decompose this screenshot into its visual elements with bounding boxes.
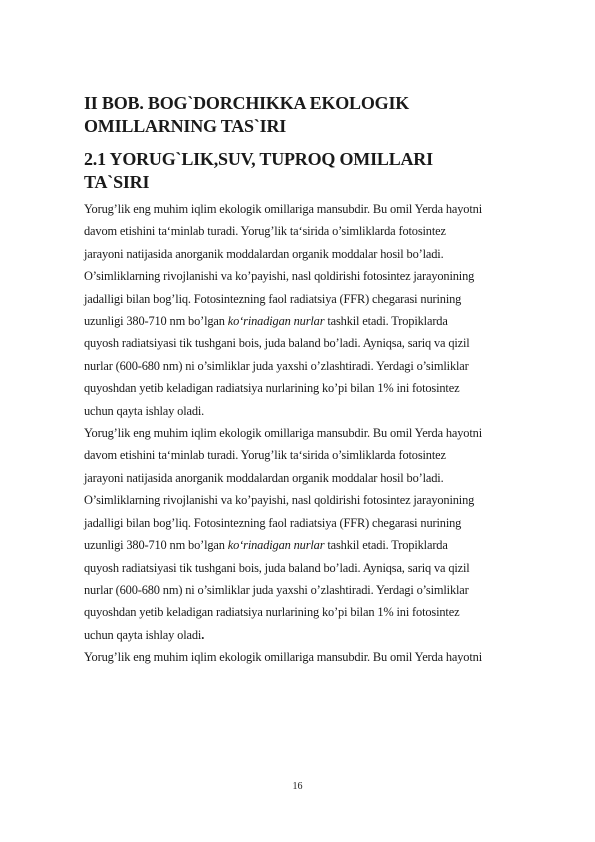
text-line: Yorug’lik eng muhim iqlim ekologik omillariga mansubdir. Bu omil Yerda hayotni	[84, 202, 482, 216]
text-line: davom etishini ta‘minlab turadi. Yorug’lik ta‘sirida o’simliklarda fotosintez	[84, 224, 446, 239]
text-segment: uzunligi 380-710 nm bo’lgan	[84, 314, 228, 329]
text-line: jadalligi bilan bog’liq. Fotosintezning faol radiatsiya (FFR) chegarasi nurining	[84, 515, 462, 530]
text-segment: .	[201, 627, 205, 642]
chapter-title-line-1: II BOB. BOG`DORCHIKKA EKOLOGIK	[84, 93, 410, 113]
italic-term: ko‘rinadigan nurlar	[227, 314, 325, 329]
body-paragraph-1	[84, 198, 554, 422]
text-segment: tashkil etadi. Tropiklarda	[324, 538, 448, 553]
text-line: quyosh radiatsiyasi tik tushgani bois, juda baland bo’ladi. Ayniqsa, sariq va qizil	[84, 336, 470, 351]
text-segment: uchun qayta ishlay oladi	[84, 627, 202, 642]
section-title-line-2: TA`SIRI	[84, 172, 150, 192]
text-line	[84, 624, 554, 646]
italic-term: ko‘rinadigan nurlar	[227, 538, 325, 553]
text-line	[84, 534, 554, 556]
body-paragraph-3	[84, 646, 554, 668]
body-paragraph-2	[84, 422, 554, 646]
text-line: nurlar (600-680 nm) ni o’simliklar juda yaxshi o’zlashtiradi. Yerdagi o’simliklar	[84, 582, 469, 597]
section-title	[84, 148, 554, 194]
text-line: O’simliklarning rivojlanishi va ko’payishi, nasl qoldirishi fotosintez jarayonining	[84, 493, 475, 508]
text-line: jarayoni natijasida anorganik moddalardan organik moddalar hosil bo’ladi.	[84, 470, 444, 485]
text-line: O’simliklarning rivojlanishi va ko’payishi, nasl qoldirishi fotosintez jarayonining	[84, 269, 475, 284]
text-line: quyoshdan yetib keladigan radiatsiya nurlarining ko’pi bilan 1% ini fotosintez	[84, 381, 460, 396]
text-line: davom etishini ta‘minlab turadi. Yorug’lik ta‘sirida o’simliklarda fotosintez	[84, 448, 446, 463]
page-content	[84, 92, 554, 669]
text-line: Yorug’lik eng muhim iqlim ekologik omillariga mansubdir. Bu omil Yerda hayotni	[84, 650, 482, 665]
text-line: quyosh radiatsiyasi tik tushgani bois, juda baland bo’ladi. Ayniqsa, sariq va qizil	[84, 560, 470, 575]
text-line: quyoshdan yetib keladigan radiatsiya nurlarining ko’pi bilan 1% ini fotosintez	[84, 605, 460, 620]
text-segment: tashkil etadi. Tropiklarda	[324, 314, 448, 329]
text-line: nurlar (600-680 nm) ni o’simliklar juda yaxshi o’zlashtiradi. Yerdagi o’simliklar	[84, 358, 469, 373]
text-line	[84, 310, 554, 332]
section-title-line-1: 2.1 YORUG`LIK,SUV, TUPROQ OMILLARI	[84, 149, 433, 169]
page-number: 16	[292, 781, 303, 792]
chapter-title-line-2: OMILLARNING TAS`IRI	[84, 116, 287, 136]
chapter-title	[84, 92, 554, 138]
text-segment: uzunligi 380-710 nm bo’lgan	[84, 538, 228, 553]
text-line: jarayoni natijasida anorganik moddalardan organik moddalar hosil bo’ladi.	[84, 246, 444, 261]
text-line: Yorug’lik eng muhim iqlim ekologik omillariga mansubdir. Bu omil Yerda hayotni	[84, 426, 482, 441]
text-line: jadalligi bilan bog’liq. Fotosintezning faol radiatsiya (FFR) chegarasi nurining	[84, 291, 462, 306]
text-line: uchun qayta ishlay oladi.	[84, 403, 205, 418]
